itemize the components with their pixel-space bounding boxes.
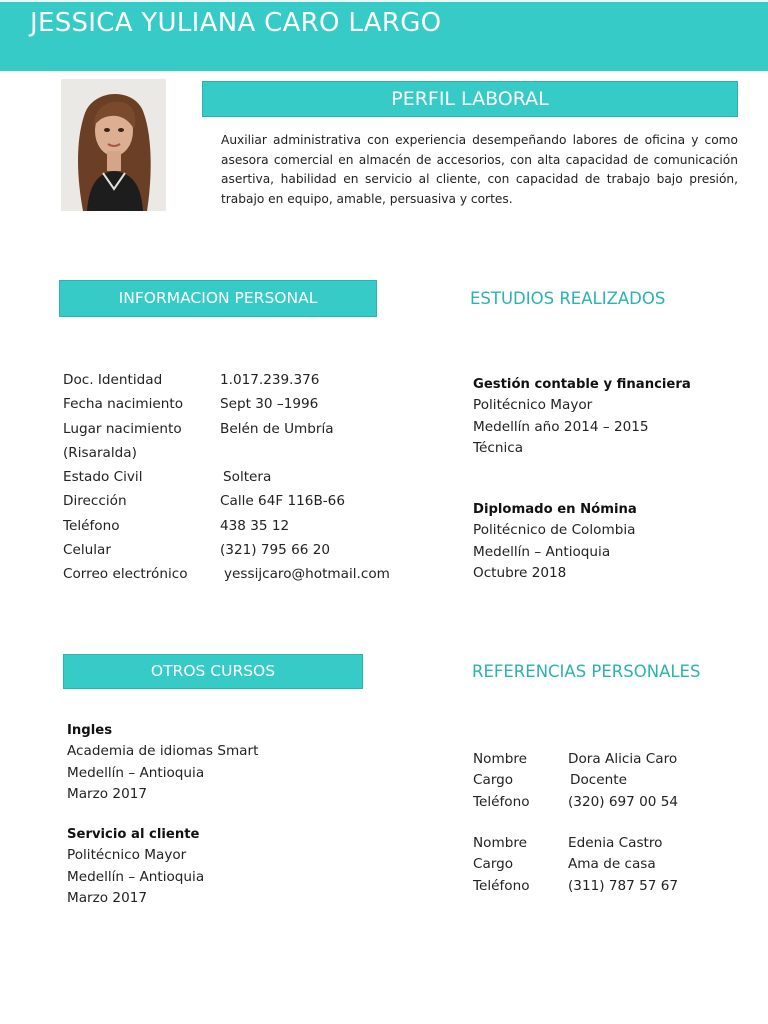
reference-row bbox=[473, 876, 733, 897]
course-line: Marzo 2017 bbox=[67, 785, 148, 802]
field-label: (Risaralda) bbox=[63, 444, 137, 461]
study-title: Diplomado en Nómina bbox=[473, 502, 637, 517]
field-label: Teléfono bbox=[63, 517, 120, 534]
study-line: Politécnico Mayor bbox=[473, 397, 593, 414]
study-line: Medellín – Antioquia bbox=[473, 543, 611, 560]
study-line: Octubre 2018 bbox=[473, 564, 567, 581]
personal-info-row bbox=[63, 465, 423, 489]
profile-summary: Auxiliar administrativa con experiencia desempeñando labores de oficina y como asesora comercial en almacén de accesorios, con alta capacidad de comunicación asertiva, habilidad en servicio al cliente, con capacidad de trabajo bajo presión, trabajo en equipo, amable, persuasiva y cortes. bbox=[221, 133, 738, 207]
reference-value: Edenia Castro bbox=[568, 835, 663, 851]
field-label: Estado Civil bbox=[63, 469, 143, 486]
personal-info-section-title: INFORMACION PERSONAL bbox=[59, 280, 377, 317]
reference-label: Cargo bbox=[473, 772, 514, 789]
personal-info-row bbox=[63, 489, 423, 513]
field-value: 438 35 12 bbox=[220, 517, 290, 534]
reference-row bbox=[473, 749, 733, 770]
course-title: Ingles bbox=[67, 723, 113, 738]
field-value: Sept 30 –1996 bbox=[220, 396, 319, 413]
reference-entry bbox=[473, 833, 733, 897]
study-line: Técnica bbox=[473, 439, 524, 456]
reference-label: Cargo bbox=[473, 856, 514, 873]
study-entry bbox=[473, 499, 637, 584]
courses-section-title: OTROS CURSOS bbox=[63, 654, 363, 689]
course-title: Servicio al cliente bbox=[67, 827, 200, 842]
course-entry bbox=[67, 720, 258, 805]
course-line: Medellín – Antioquia bbox=[67, 868, 205, 885]
personal-info-row bbox=[63, 392, 423, 416]
reference-row bbox=[473, 833, 733, 854]
reference-row bbox=[473, 770, 733, 791]
reference-label: Teléfono bbox=[473, 877, 530, 894]
personal-info-list bbox=[63, 368, 423, 587]
reference-label: Nombre bbox=[473, 751, 528, 767]
field-value: Belén de Umbría bbox=[220, 420, 334, 437]
field-value: 1.017.239.376 bbox=[220, 372, 320, 388]
header-bar bbox=[0, 0, 768, 71]
field-value: Calle 64F 116B-66 bbox=[220, 493, 345, 510]
field-label: Lugar nacimiento bbox=[63, 420, 182, 437]
reference-label: Nombre bbox=[473, 835, 528, 851]
field-value: yessijcaro@hotmail.com bbox=[224, 566, 390, 583]
course-line: Medellín – Antioquia bbox=[67, 764, 205, 781]
reference-entry bbox=[473, 749, 733, 813]
personal-info-row bbox=[63, 538, 423, 562]
personal-info-row bbox=[63, 417, 423, 441]
field-value: Soltera bbox=[223, 469, 272, 486]
profile-photo bbox=[61, 79, 166, 211]
reference-value: Dora Alicia Caro bbox=[568, 751, 678, 767]
personal-info-row bbox=[63, 562, 423, 586]
studies-section-title: ESTUDIOS REALIZADOS bbox=[470, 289, 666, 308]
course-line: Politécnico Mayor bbox=[67, 847, 187, 864]
reference-label: Teléfono bbox=[473, 793, 530, 810]
study-line: Medellín año 2014 – 2015 bbox=[473, 418, 649, 435]
study-title: Gestión contable y financiera bbox=[473, 377, 691, 392]
candidate-name: JESSICA YULIANA CARO LARGO bbox=[30, 8, 442, 38]
profile-section-title: PERFIL LABORAL bbox=[202, 81, 738, 117]
references-section-title: REFERENCIAS PERSONALES bbox=[472, 662, 701, 681]
personal-info-row bbox=[63, 441, 423, 465]
course-line: Marzo 2017 bbox=[67, 889, 148, 906]
study-entry bbox=[473, 374, 691, 459]
field-value: (321) 795 66 20 bbox=[220, 542, 331, 559]
reference-row bbox=[473, 854, 733, 875]
field-label: Dirección bbox=[63, 493, 127, 510]
reference-value: Docente bbox=[570, 772, 627, 789]
study-line: Politécnico de Colombia bbox=[473, 522, 636, 539]
reference-row bbox=[473, 792, 733, 813]
field-label: Doc. Identidad bbox=[63, 372, 163, 388]
personal-info-row bbox=[63, 368, 423, 392]
field-label: Celular bbox=[63, 542, 111, 559]
reference-value: (311) 787 57 67 bbox=[568, 877, 679, 894]
reference-value: Ama de casa bbox=[568, 856, 656, 873]
field-label: Fecha nacimiento bbox=[63, 396, 184, 413]
course-line: Academia de idiomas Smart bbox=[67, 743, 259, 760]
course-entry bbox=[67, 824, 204, 909]
reference-value: (320) 697 00 54 bbox=[568, 793, 679, 810]
personal-info-row bbox=[63, 514, 423, 538]
field-label: Correo electrónico bbox=[63, 566, 188, 583]
